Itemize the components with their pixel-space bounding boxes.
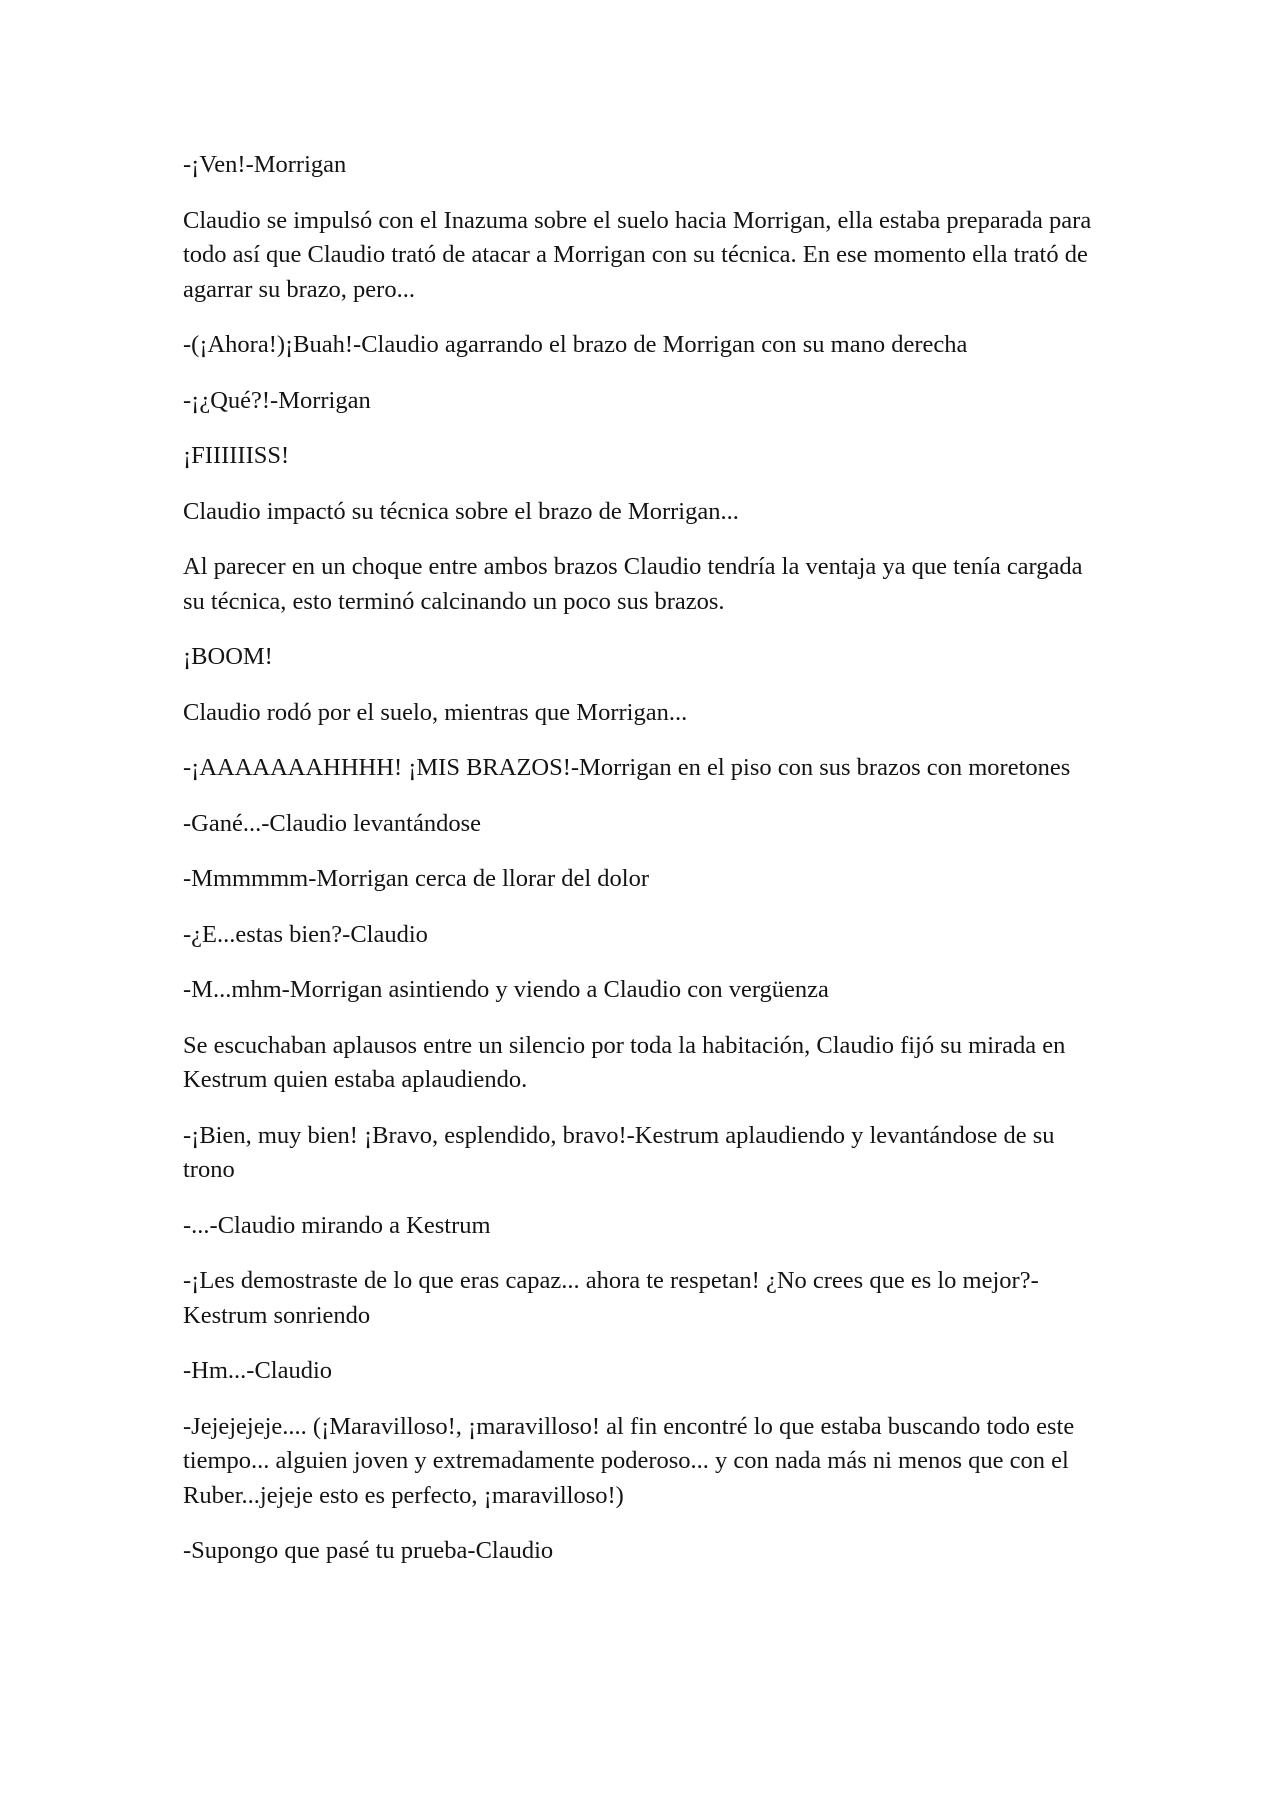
paragraph: -¡Bien, muy bien! ¡Bravo, esplendido, bravo!-Kestrum aplaudiendo y levantándose de su trono — [183, 1121, 1055, 1183]
paragraph: ¡BOOM! — [183, 643, 273, 670]
paragraph: -Jejejejeje.... (¡Maravilloso!, ¡maravilloso! al fin encontré lo que estaba buscando todo este tiempo... alguien joven y extremadamente poderoso... y con nada más ni menos que con el Ruber...jejeje esto es perfecto, ¡maravilloso!) — [183, 1412, 1075, 1509]
paragraph: -Mmmmmm-Morrigan cerca de llorar del dolor — [183, 865, 650, 892]
document-body — [183, 148, 1101, 1590]
paragraph: -M...mhm-Morrigan asintiendo y viendo a Claudio con vergüenza — [183, 976, 829, 1003]
paragraph: ¡FIIIIIISS! — [183, 442, 290, 469]
paragraph: -¡Les demostraste de lo que eras capaz... ahora te respetan! ¿No crees que es lo mejor?-Kestrum sonriendo — [183, 1267, 1039, 1329]
paragraph: Claudio impactó su técnica sobre el brazo de Morrigan... — [183, 497, 739, 525]
paragraph: -¡Ven!-Morrigan — [183, 151, 347, 178]
paragraph: -¡AAAAAAAHHHH! ¡MIS BRAZOS!-Morrigan en el piso con sus brazos con moretones — [183, 754, 1071, 781]
paragraph: -¡¿Qué?!-Morrigan — [183, 386, 371, 414]
paragraph: -¿E...estas bien?-Claudio — [183, 920, 428, 948]
paragraph: -Gané...-Claudio levantándose — [183, 809, 481, 837]
paragraph: -(¡Ahora!)¡Buah!-Claudio agarrando el brazo de Morrigan con su mano derecha — [183, 331, 968, 358]
paragraph: -Hm...-Claudio — [183, 1357, 333, 1384]
paragraph: Se escuchaban aplausos entre un silencio por toda la habitación, Claudio fijó su mirada en Kestrum quien estaba aplaudiendo. — [183, 1031, 1066, 1093]
paragraph: Claudio se impulsó con el Inazuma sobre el suelo hacia Morrigan, ella estaba preparada para todo así que Claudio trató de atacar a Morrigan con su técnica. En ese momento ella trató de agarrar su brazo, pero... — [183, 206, 1092, 303]
paragraph: -...-Claudio mirando a Kestrum — [183, 1211, 491, 1239]
paragraph: Al parecer en un choque entre ambos brazos Claudio tendría la ventaja ya que tenía cargada su técnica, esto terminó calcinando un poco sus brazos. — [183, 553, 1083, 615]
paragraph: Claudio rodó por el suelo, mientras que Morrigan... — [183, 698, 688, 726]
paragraph: -Supongo que pasé tu prueba-Claudio — [183, 1537, 554, 1564]
